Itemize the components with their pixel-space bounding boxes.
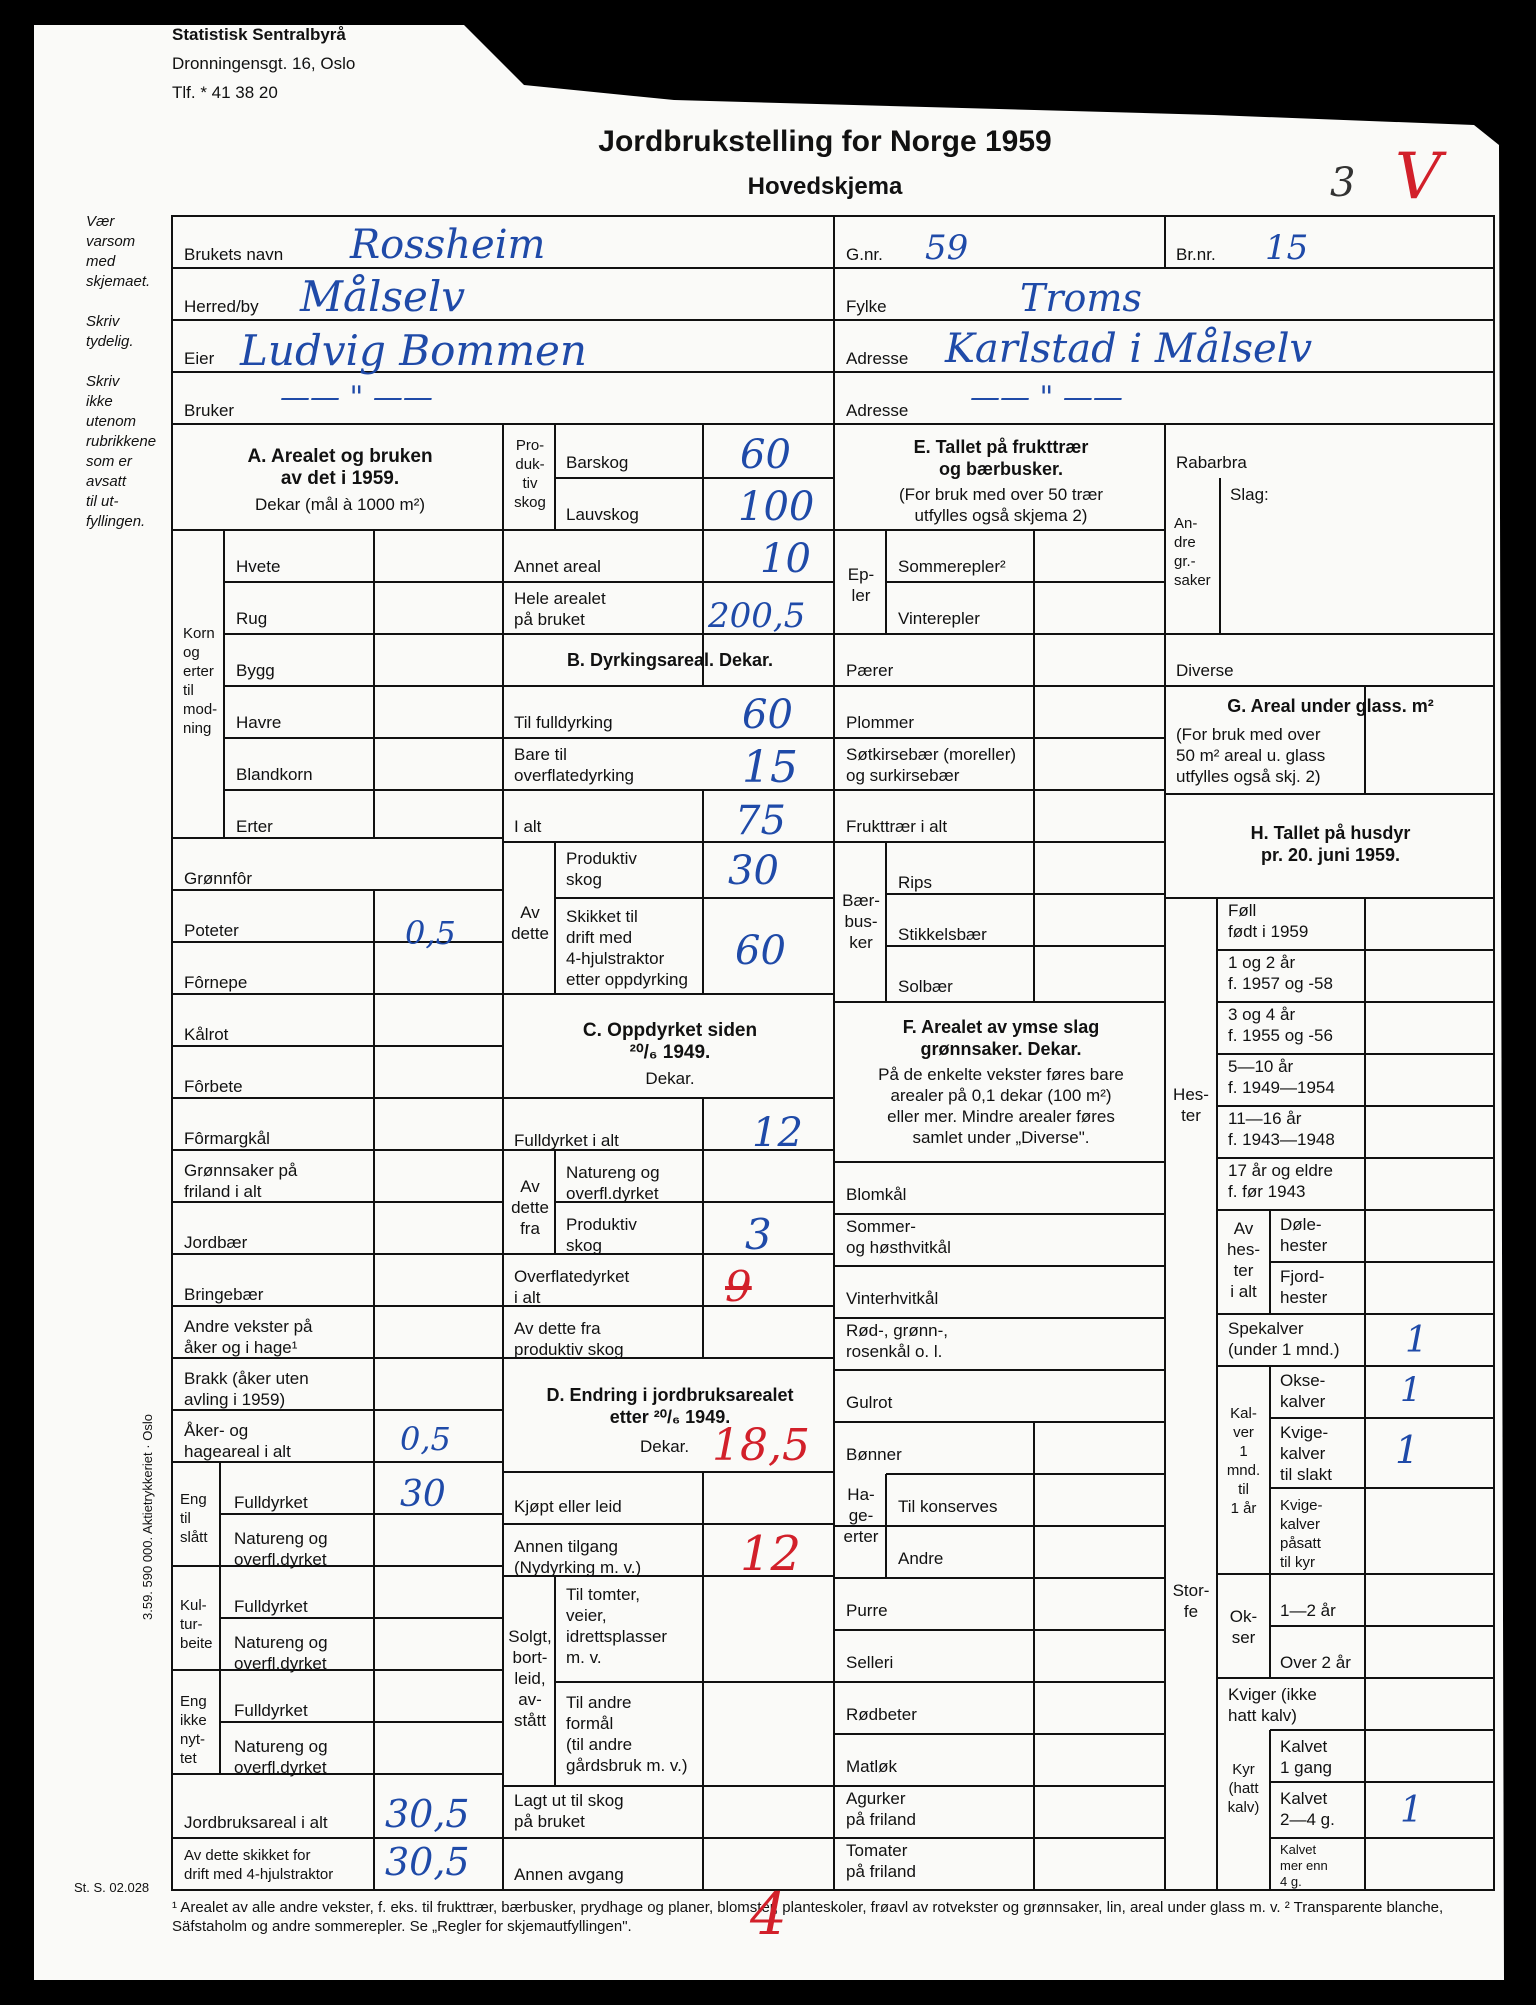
purre-label: Purre — [846, 1601, 888, 1620]
skikket-drift-label: Skikket til drift med 4-hjulstraktor etter oppdyrking — [566, 907, 688, 989]
eng-fulldyrket-value: 30 — [400, 1474, 446, 1515]
bruker-value: —— " —— — [280, 380, 433, 415]
hester-1-2-ar-label: 1 og 2 år f. 1957 og -58 — [1228, 953, 1333, 993]
annen-tilgang-label: Annen tilgang (Nydyrking m. v.) — [514, 1537, 642, 1577]
rabarbra-label: Rabarbra — [1176, 453, 1247, 472]
spekalver-value: 1 — [1405, 1320, 1428, 1361]
kulturbeite-fulldyrket-label: Fulldyrket — [234, 1597, 308, 1616]
blandkorn-label: Blandkorn — [236, 765, 313, 784]
hester-label: Hes- ter — [1173, 1085, 1209, 1125]
kalvet-4-label: Kalvet mer enn 4 g. — [1280, 1842, 1328, 1889]
oksekalver-label: Okse- kalver — [1280, 1371, 1326, 1411]
hester-3-4-ar-label: 3 og 4 år f. 1955 og -56 — [1228, 1005, 1333, 1045]
annen-avgang-label: Annen avgang — [514, 1865, 624, 1884]
skikket-label: Av dette skikket for drift med 4-hjulstraktor — [184, 1847, 334, 1883]
poteter-label: Poteter — [184, 921, 239, 940]
eier-label: Eier — [184, 349, 215, 368]
brakk-label: Brakk (åker uten avling i 1959) — [184, 1369, 309, 1409]
okser-over-2-ar-label: Over 2 år — [1280, 1653, 1351, 1672]
produktiv-skog-c-label: Produktiv skog — [566, 1215, 637, 1255]
side-instructions: Vær varsom med skjemaet. Skriv tydelig. Skriv ikke utenom rubrikkene som er avsatt til ut- fyllingen. — [86, 213, 157, 530]
kviger-label: Kviger (ikke hatt kalv) — [1228, 1685, 1317, 1725]
barskog-label: Barskog — [566, 453, 629, 472]
annen-tilgang-value: 12 — [740, 1526, 802, 1582]
herred-value: Målselv — [300, 272, 466, 321]
blomkal-label: Blomkål — [846, 1185, 907, 1204]
adresse-label: Adresse — [846, 349, 909, 368]
section-d-title: D. Endring i jordbruksarealet etter ²⁰/₆ 1949. — [546, 1385, 794, 1427]
ialt-value: 75 — [735, 798, 786, 844]
poteter-value: 0,5 — [405, 914, 456, 952]
overflatedyrking-label: Bare til overflatedyrking — [514, 745, 635, 785]
storfe-label: Stor- fe — [1172, 1581, 1210, 1621]
vinterkal-label: Vinterhvitkål — [846, 1289, 939, 1308]
produktiv-skog2-value: 30 — [728, 848, 779, 894]
annet-areal-value: 10 — [760, 536, 811, 582]
agurker-label: Agurker på friland — [846, 1789, 916, 1829]
kalvet-2-4-label: Kalvet 2—4 g. — [1280, 1789, 1335, 1829]
solgt-label: Solgt, bort- leid, av- stått — [508, 1627, 552, 1730]
bruker-label: Bruker — [184, 401, 235, 420]
hester-5-10-ar-label: 5—10 år f. 1949—1954 — [1228, 1057, 1335, 1097]
section-e-note: (For bruk med over 50 trær utfylles også skjema 2) — [898, 485, 1104, 525]
lagt-ut-label: Lagt ut til skog på bruket — [514, 1791, 624, 1831]
andre-vekster-label: Andre vekster på åker og i hage¹ — [184, 1317, 313, 1357]
bonner-label: Bønner — [846, 1445, 902, 1464]
dolehester-label: Døle- hester — [1280, 1215, 1328, 1255]
fornepe-label: Fôrnepe — [184, 973, 248, 992]
korn-group-label: Korn og erter til mod- ning — [183, 625, 218, 737]
kalver-label: Kal- ver 1 mnd. til 1 år — [1226, 1405, 1261, 1517]
kalrot-label: Kålrot — [184, 1025, 229, 1044]
eng-natureng-label: Natureng og overfl.dyrket — [234, 1529, 328, 1569]
section-a-title: A. Arealet og bruken av det i 1959. — [247, 446, 433, 489]
farm-name-value: Rossheim — [350, 222, 546, 268]
rug-label: Rug — [236, 609, 268, 628]
margin-note-number: 3 — [1330, 160, 1356, 206]
fulldyrking-value: 60 — [742, 692, 793, 738]
rips-label: Rips — [898, 873, 933, 892]
jordbruksareal-label: Jordbruksareal i alt — [184, 1813, 328, 1832]
section-b-title: B. Dyrkingsareal. Dekar. — [566, 650, 774, 670]
kvigekalver-slakt-label: Kvige- kalver til slakt — [1280, 1423, 1332, 1484]
formargkal-label: Fôrmargkål — [184, 1129, 270, 1148]
sommerkal-label: Sommer- og høsthvitkål — [846, 1217, 951, 1257]
page-title: Jordbrukstelling for Norge 1959 — [598, 125, 1052, 158]
lauvskog-value: 100 — [738, 484, 815, 530]
eng-ikke-natureng-label: Natureng og overfl.dyrket — [234, 1737, 328, 1777]
kulturbeite-natureng-label: Natureng og overfl.dyrket — [234, 1633, 328, 1673]
tomater-label: Tomater på friland — [846, 1841, 916, 1881]
bringebaer-label: Bringebær — [184, 1285, 264, 1304]
stikkelsbaer-label: Stikkelsbær — [898, 925, 987, 944]
okser-label: Ok- ser — [1229, 1607, 1258, 1647]
kjopt-leid-label: Kjøpt eller leid — [514, 1497, 622, 1516]
av-hester-label: Av hes- ter i alt — [1226, 1219, 1261, 1301]
hester-17-ar-label: 17 år og eldre f. før 1943 — [1228, 1161, 1333, 1201]
brnr-value: 15 — [1265, 228, 1309, 268]
eng-til-slatt-label: Eng til slått — [180, 1491, 208, 1546]
footnote: ¹ Arealet av alle andre vekster, f. eks. til frukttrær, bærbusker, prydhage og planer, blomster, planteskoler, frøavl av rotvekster og grønnsaker, lin, areal under glass m. v. ² Transparente blanche, Säfstaholm og andre sommerepler. Se „Regler for skjemautfyllingen". — [172, 1899, 1444, 1935]
produktiv-skog-label: Pro- duk- tiv skog — [514, 437, 546, 511]
eng-fulldyrket-label: Fulldyrket — [234, 1493, 308, 1512]
oksekalver-value: 1 — [1400, 1370, 1422, 1410]
havre-label: Havre — [236, 713, 282, 732]
produktiv-skog2-label: Produktiv skog — [566, 849, 637, 889]
hvete-label: Hvete — [236, 557, 281, 576]
annet-areal-label: Annet areal — [514, 557, 601, 576]
section-g-note: (For bruk med over 50 m² areal u. glass utfylles også skj. 2) — [1176, 725, 1326, 786]
erter-label: Erter — [236, 817, 273, 836]
footnote-mark: 4 — [750, 1880, 787, 1948]
jordbruksareal-value: 30,5 — [385, 1792, 470, 1836]
hele-arealet-value: 200,5 — [708, 596, 806, 636]
lauvskog-label: Lauvskog — [566, 505, 639, 524]
epler-label: Ep- ler — [847, 565, 875, 605]
fjordhester-label: Fjord- hester — [1280, 1267, 1328, 1307]
hester-11-16-ar-label: 11—16 år f. 1943—1948 — [1228, 1109, 1335, 1149]
eier-value: Ludvig Bommen — [240, 326, 587, 375]
adresse2-value: —— " —— — [970, 380, 1123, 415]
natureng-c-label: Natureng og overfl.dyrket — [566, 1163, 660, 1203]
kvigekalver-kyr-label: Kvige- kalver påsatt til kyr — [1280, 1497, 1323, 1571]
gnr-value: 59 — [925, 228, 969, 268]
solbaer-label: Solbær — [898, 977, 953, 996]
bygg-label: Bygg — [236, 661, 275, 680]
produktiv-skog-c-value: 3 — [745, 1210, 772, 1259]
matlok-label: Matløk — [846, 1757, 897, 1776]
vinterepler-label: Vinterepler — [898, 609, 980, 628]
andre-formal-label: Til andre formål (til andre gårdsbruk m. v.) — [566, 1693, 688, 1775]
kalvet-1-gang-label: Kalvet 1 gang — [1280, 1737, 1332, 1777]
spekalver-label: Spekalver (under 1 mnd.) — [1228, 1319, 1340, 1359]
selleri-label: Selleri — [846, 1653, 894, 1672]
section-c-title: C. Oppdyrket siden ²⁰/₆ 1949. — [582, 1020, 758, 1063]
av-dette-label: Av dette — [511, 903, 549, 943]
overflatedyrket-label: Overflatedyrket i alt — [514, 1267, 630, 1307]
skikket-drift-value: 60 — [735, 928, 786, 974]
skikket-value: 30,5 — [385, 1840, 470, 1884]
page-subtitle: Hovedskjema — [747, 173, 903, 200]
farm-name-label: Brukets navn — [184, 245, 284, 264]
kvigekalver-slakt-value: 1 — [1395, 1428, 1420, 1472]
eng-ikke-nyttet-label: Eng ikke nyt- tet — [180, 1693, 207, 1767]
aker-hage-label: Åker- og hageareal i alt — [184, 1421, 291, 1461]
margin-check-mark: V — [1395, 140, 1442, 214]
fulldyrket-ialt-label: Fulldyrket i alt — [514, 1131, 619, 1150]
section-a-unit: Dekar (mål à 1000 m²) — [254, 495, 426, 514]
gronnsaker-label: Grønnsaker på friland i alt — [184, 1161, 298, 1201]
fulldyrket-ialt-value: 12 — [752, 1110, 803, 1156]
gulrot-label: Gulrot — [846, 1393, 893, 1412]
office-phone: Tlf. * 41 38 20 — [172, 83, 278, 102]
ialt-label: I alt — [514, 817, 542, 836]
adresse2-label: Adresse — [846, 401, 909, 420]
hageerter-label: Ha- ge- erter — [843, 1485, 879, 1546]
konserves-label: Til konserves — [898, 1497, 998, 1516]
fylke-label: Fylke — [846, 297, 887, 316]
aker-hage-value: 0,5 — [400, 1420, 451, 1458]
hageerter-andre-label: Andre — [898, 1549, 944, 1568]
section-f-title: F. Arealet av ymse slag grønnsaker. Dekar. — [902, 1017, 1100, 1059]
hele-arealet-label: Hele arealet på bruket — [514, 589, 606, 629]
plommer-label: Plommer — [846, 713, 915, 732]
section-h-title: H. Tallet på husdyr pr. 20. juni 1959. — [1250, 823, 1411, 865]
gnr-label: G.nr. — [846, 245, 883, 264]
fulldyrking-label: Til fulldyrking — [514, 713, 613, 732]
kyr-label: Kyr (hatt kalv) — [1227, 1761, 1260, 1816]
kulturbeite-label: Kul- tur- beite — [180, 1597, 213, 1652]
forbete-label: Fôrbete — [184, 1077, 243, 1096]
fylke-value: Troms — [1020, 276, 1142, 320]
slag-label: Slag: — [1230, 485, 1269, 504]
gronnfor-label: Grønnfôr — [184, 869, 253, 888]
adresse-value: Karlstad i Målselv — [945, 326, 1313, 372]
herred-label: Herred/by — [184, 297, 259, 316]
sommerepler-label: Sommerepler² — [898, 557, 1006, 576]
eng-ikke-fulldyrket-label: Fulldyrket — [234, 1701, 308, 1720]
section-e-title: E. Tallet på frukttrær og bærbusker. — [913, 437, 1089, 479]
section-f-note: På de enkelte vekster føres bare arealer på 0,1 dekar (100 m²) eller mer. Mindre arealer føres samlet under „Diverse". — [878, 1065, 1124, 1147]
section-d-unit: Dekar. — [640, 1437, 690, 1456]
frukttraer-label: Frukttrær i alt — [846, 817, 948, 836]
office-address: Dronningensgt. 16, Oslo — [172, 54, 356, 73]
diverse-label: Diverse — [1176, 661, 1234, 680]
overflatedyrking-value: 15 — [742, 742, 798, 793]
barskog-value: 60 — [740, 432, 791, 478]
form-code: St. S. 02.028 — [74, 1880, 150, 1895]
rodbeter-label: Rødbeter — [846, 1705, 917, 1724]
overflatedyrket-value: 9 — [725, 1262, 752, 1311]
baerbusker-label: Bær- bus- ker — [842, 891, 880, 952]
okser-1-2-ar-label: 1—2 år — [1280, 1601, 1336, 1620]
av-dette-fra-skog-label: Av dette fra produktiv skog — [514, 1319, 624, 1359]
kalvet-2-4-value: 1 — [1400, 1790, 1423, 1831]
paerer-label: Pærer — [846, 661, 894, 680]
foll-label: Føll født i 1959 — [1228, 901, 1309, 941]
jordbaer-label: Jordbær — [184, 1233, 248, 1252]
brnr-label: Br.nr. — [1176, 245, 1216, 264]
section-d-value: 18,5 — [712, 1420, 810, 1471]
section-g-title: G. Areal under glass. m² — [1227, 696, 1434, 716]
av-dette-fra-label: Av dette fra — [511, 1177, 549, 1238]
andre-grsaker-label: An- dre gr.- saker — [1174, 515, 1211, 589]
rodkal-label: Rød-, grønn-, rosenkål o. l. — [846, 1321, 949, 1361]
office-name: Statistisk Sentralbyrå — [172, 25, 346, 44]
tomter-label: Til tomter, veier, idrettsplasser m. v. — [566, 1585, 668, 1667]
section-c-unit: Dekar. — [645, 1069, 695, 1088]
sotkirsebaer-label: Søtkirsebær (moreller) og surkirsebær — [846, 745, 1017, 785]
